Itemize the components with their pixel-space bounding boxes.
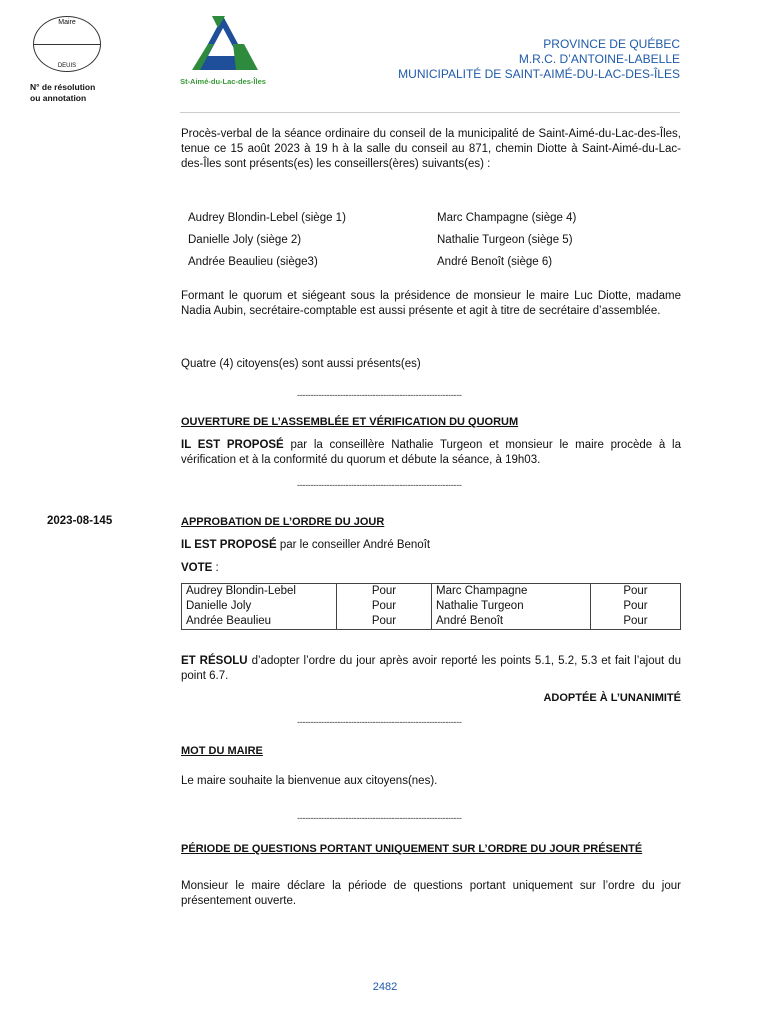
- vote-name: Audrey Blondin-Lebel: [182, 584, 337, 600]
- quorum-paragraph: Formant le quorum et siégeant sous la présidence de monsieur le maire Luc Diotte, madame Nadia Aubin, secrétaire-comptable est aussi présente et agit à titre de secrétaire d’assemblée.: [181, 290, 681, 317]
- table-row: [182, 614, 681, 630]
- vote-value: Pour: [591, 614, 681, 630]
- separator-1: -------------------------------------------------------------: [297, 390, 462, 400]
- section-mayor-text: Le maire souhaite la bienvenue aux citoyens(nes).: [181, 775, 438, 787]
- header-municipality: MUNICIPALITÉ DE SAINT-AIMÉ-DU-LAC-DES-ÎLES: [398, 67, 680, 81]
- vote-value: Pour: [591, 599, 681, 614]
- resolution-margin-label: [30, 82, 130, 104]
- header-province: PROVINCE DE QUÉBEC: [543, 37, 680, 51]
- seal-bottom-text: DEUIS: [57, 63, 77, 69]
- vote-value: Pour: [337, 614, 432, 630]
- member-left-3: Andrée Beaulieu (siège3): [188, 256, 318, 268]
- agenda-proposed-lead: IL EST PROPOSÉ: [181, 539, 277, 551]
- agenda-resolved: [181, 654, 681, 684]
- vote-table: [181, 583, 681, 630]
- section-mayor-title: MOT DU MAIRE: [181, 745, 263, 757]
- adopted-unanimous: ADOPTÉE À L’UNANIMITÉ: [543, 692, 681, 704]
- proposed-lead: IL EST PROPOSÉ: [181, 439, 284, 451]
- logo-caption: St-Aimé-du-Lac-des-Îles: [180, 77, 266, 86]
- mayor-seal: [33, 16, 101, 72]
- header-mrc: M.R.C. D’ANTOINE-LABELLE: [518, 52, 680, 66]
- header-rule: [180, 112, 680, 113]
- vote-name: Nathalie Turgeon: [432, 599, 591, 614]
- agenda-proposed: [181, 538, 681, 553]
- separator-3: -------------------------------------------------------------: [297, 717, 462, 727]
- mountain-logo-icon: [178, 14, 268, 74]
- vote-name: André Benoît: [432, 614, 591, 630]
- member-left-1: Audrey Blondin-Lebel (siège 1): [188, 212, 346, 224]
- resolved-lead: ET RÉSOLU: [181, 655, 248, 667]
- vote-label-text: VOTE: [181, 562, 213, 574]
- citizens-line: Quatre (4) citoyens(es) sont aussi présents(es): [181, 358, 421, 370]
- separator-4: -------------------------------------------------------------: [297, 813, 462, 823]
- page-number: 2482: [372, 981, 398, 993]
- vote-label-colon: :: [212, 562, 219, 574]
- section-opening-text: [181, 438, 681, 468]
- section-opening-title: OUVERTURE DE L’ASSEMBLÉE ET VÉRIFICATION DU QUORUM: [181, 416, 519, 428]
- seal-divider: [34, 44, 100, 45]
- separator-2: -------------------------------------------------------------: [297, 480, 462, 490]
- member-right-2: Nathalie Turgeon (siège 5): [437, 234, 573, 246]
- resolution-number: 2023-08-145: [47, 515, 113, 527]
- vote-name: Danielle Joly: [182, 599, 337, 614]
- proposed-text: par la conseillère Nathalie Turgeon et monsieur le maire procède à la vérification et à la conformité du quorum et débute la séance, à 19h03.: [181, 439, 681, 466]
- member-right-3: André Benoît (siège 6): [437, 256, 553, 268]
- resolved-text: d’adopter l’ordre du jour après avoir reporté les points 5.1, 5.2, 5.3 et fait l’ajout du point 6.7.: [181, 655, 681, 682]
- vote-value: Pour: [337, 599, 432, 614]
- seal-top-text: Maire: [58, 19, 76, 26]
- vote-value: Pour: [591, 584, 681, 600]
- agenda-proposed-text: par le conseiller André Benoît: [276, 539, 431, 551]
- intro-paragraph: Procès-verbal de la séance ordinaire du conseil de la municipalité de Saint-Aimé-du-Lac-des-Îles, tenue ce 15 août 2023 à 19 h à la salle du conseil au 871, chemin Diotte à Saint-Aimé-du-Lac-des-Îles sont présents(es) les conseillers(ères) suivants(es) :: [181, 128, 681, 170]
- municipality-logo: [178, 14, 268, 86]
- member-left-2: Danielle Joly (siège 2): [188, 234, 302, 246]
- margin-label-line1: N° de résolution: [30, 82, 96, 92]
- document-header: [380, 37, 680, 82]
- table-row: [182, 599, 681, 614]
- section-agenda-title: APPROBATION DE L’ORDRE DU JOUR: [181, 516, 385, 528]
- vote-label: [181, 561, 681, 576]
- vote-name: Andrée Beaulieu: [182, 614, 337, 630]
- section-questions-title: PÉRIODE DE QUESTIONS PORTANT UNIQUEMENT SUR L’ORDRE DU JOUR PRÉSENTÉ: [181, 843, 643, 855]
- member-right-1: Marc Champagne (siège 4): [437, 212, 577, 224]
- margin-label-line2: ou annotation: [30, 93, 87, 103]
- vote-value: Pour: [337, 584, 432, 600]
- table-row: [182, 584, 681, 600]
- section-questions-text: Monsieur le maire déclare la période de questions portant uniquement sur l’ordre du jour présentement ouverte.: [181, 880, 681, 907]
- vote-name: Marc Champagne: [432, 584, 591, 600]
